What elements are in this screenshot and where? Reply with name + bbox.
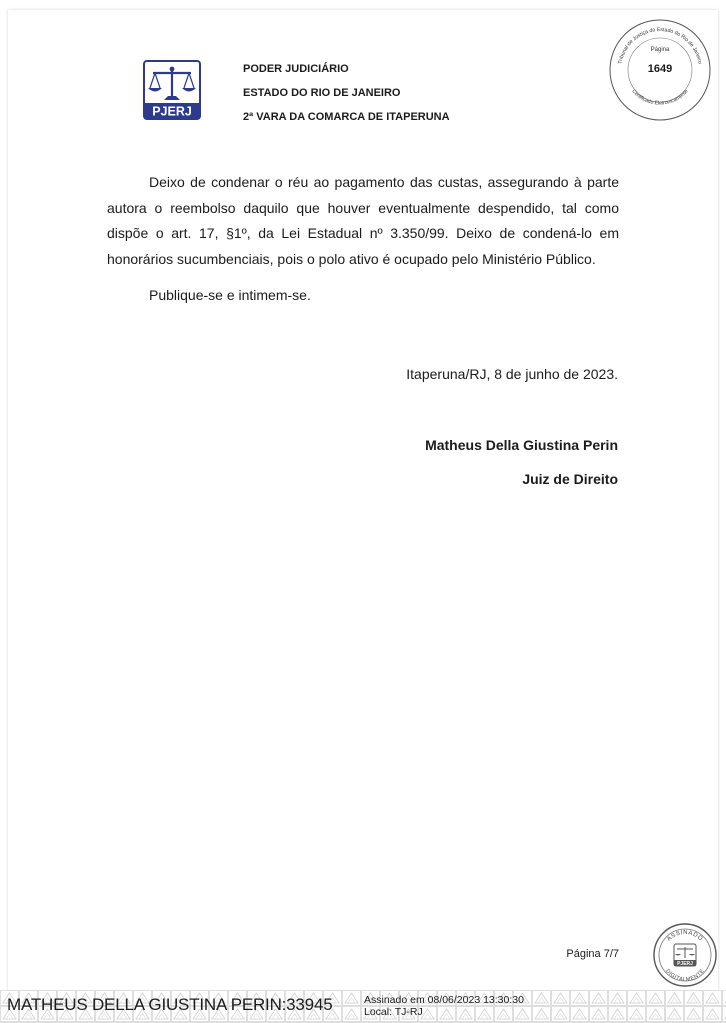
header-line-2: ESTADO DO RIO DE JANEIRO	[243, 87, 401, 99]
date-line: Itaperuna/RJ, 8 de junho de 2023.	[406, 366, 618, 382]
header-line-1: PODER JUDICIÁRIO	[243, 63, 349, 75]
signature-location: Local: TJ-RJ	[364, 1006, 423, 1018]
signer-name: Matheus Della Giustina Perin	[425, 437, 618, 453]
paragraph: Publique-se e intimem-se.	[149, 287, 311, 303]
signed-at: Assinado em 08/06/2023 13:30:30	[364, 994, 524, 1006]
signature-bar	[0, 990, 726, 1023]
digital-signature-seal	[652, 922, 718, 988]
seal-logo-text: PJERJ	[677, 961, 693, 967]
stamp-page-label: Página	[650, 47, 670, 53]
seal-bottom-text: DIGITALMENTE	[664, 968, 706, 984]
document-body	[107, 170, 619, 309]
signature-metadata	[364, 994, 524, 1018]
svg-text:Certificado Eletronicamente	[630, 88, 689, 106]
header-line-3: 2ª VARA DA COMARCA DE ITAPERUNA	[243, 111, 450, 123]
signer-role: Juiz de Direito	[522, 471, 618, 487]
seal-top-text: ASSINADO	[666, 929, 704, 943]
page-indicator: Página 7/7	[566, 948, 619, 960]
stamp-ring-top: Tribunal de Justiça do Estado do Rio de Janeiro	[617, 26, 703, 65]
stamp-ring-bottom: Certificado Eletronicamente	[630, 88, 690, 107]
pjerj-logo	[143, 60, 201, 120]
stamp-page-number: 1649	[647, 63, 673, 75]
paragraph: Deixo de condenar o réu ao pagamento das custas, assegurando à parte autora o reembolso daquilo que houver eventualmente despendido, tal como dispõe o art. 17, §1º, da Lei Estadual nº 3.350/99. Deixo de condená-lo em honorários sucumbenciais, pois o polo ativo é ocupado pelo Ministério Público.	[107, 174, 619, 267]
paper-sheet	[8, 10, 718, 990]
court-header	[243, 57, 450, 129]
signer-certificate-name: MATHEUS DELLA GIUSTINA PERIN:33945	[7, 995, 333, 1014]
logo-text: PJERJ	[152, 104, 192, 119]
